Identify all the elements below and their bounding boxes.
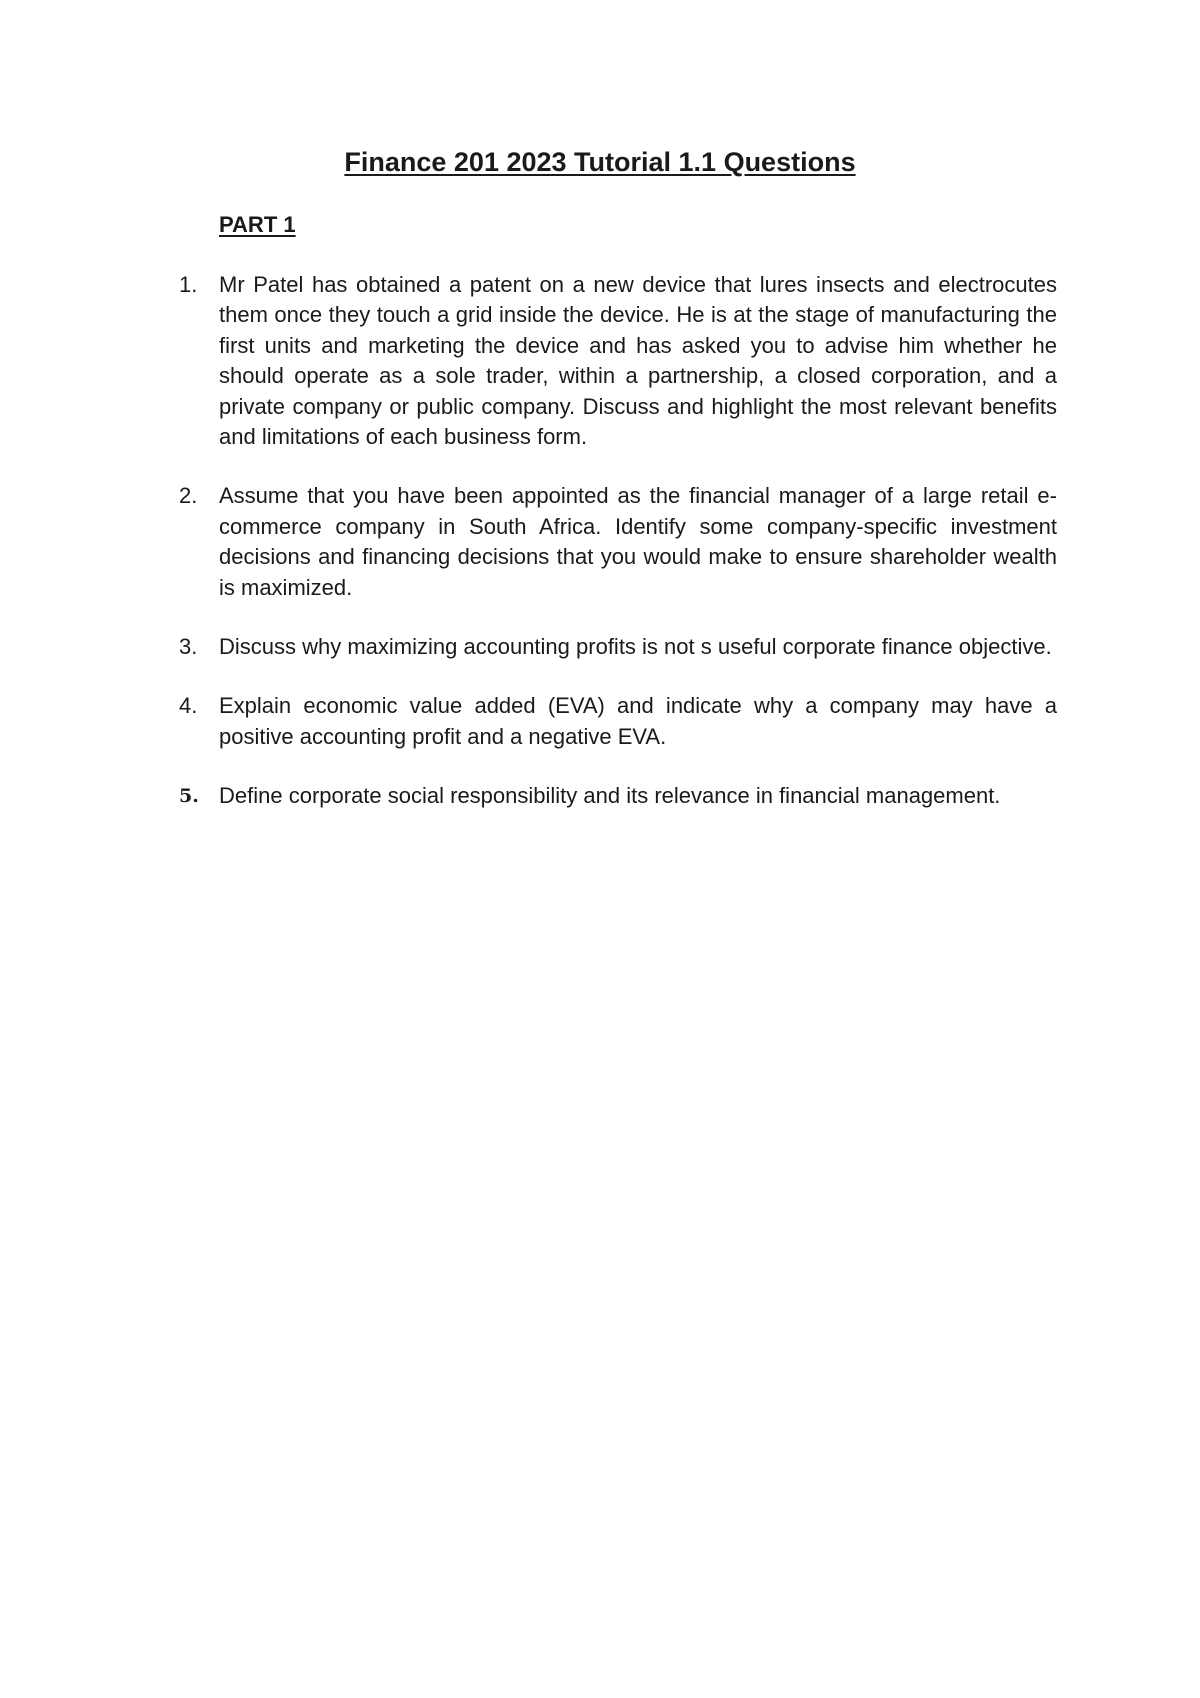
question-text: Assume that you have been appointed as the financial manager of a large retail e-commerce company in South Africa. Identify some company-specific investment decisions and financing decisions that you would make to ensure shareholder wealth is maximized. (219, 483, 1057, 600)
question-item (179, 691, 1057, 752)
question-item (179, 781, 1057, 811)
question-item (179, 270, 1057, 452)
question-list (179, 270, 1057, 841)
question-number: 4. (179, 693, 198, 719)
question-number: 5. (179, 785, 199, 808)
question-text: Mr Patel has obtained a patent on a new device that lures insects and electrocutes them once they touch a grid inside the device. He is at the stage of manufacturing the first units and marketing the device and has asked you to advise him whether he should operate as a sole trader, within a partnership, a closed corporation, and a private company or public company. Discuss and highlight the most relevant benefits and limitations of each business form. (219, 272, 1057, 450)
question-number: 1. (179, 272, 198, 297)
question-text: Discuss why maximizing accounting profits is not s useful corporate finance objective. (219, 634, 1052, 660)
question-number: 3. (179, 634, 198, 660)
question-text: Explain economic value added (EVA) and indicate why a company may have a positive accounting profit and a negative EVA. (219, 693, 1057, 749)
question-text: Define corporate social responsibility and its relevance in financial management. (219, 783, 1001, 809)
question-number: 2. (179, 483, 198, 509)
question-item (179, 632, 1057, 662)
question-item (179, 481, 1057, 603)
part-heading: PART 1 (219, 212, 296, 237)
document-title: Finance 201 2023 Tutorial 1.1 Questions (344, 147, 856, 177)
